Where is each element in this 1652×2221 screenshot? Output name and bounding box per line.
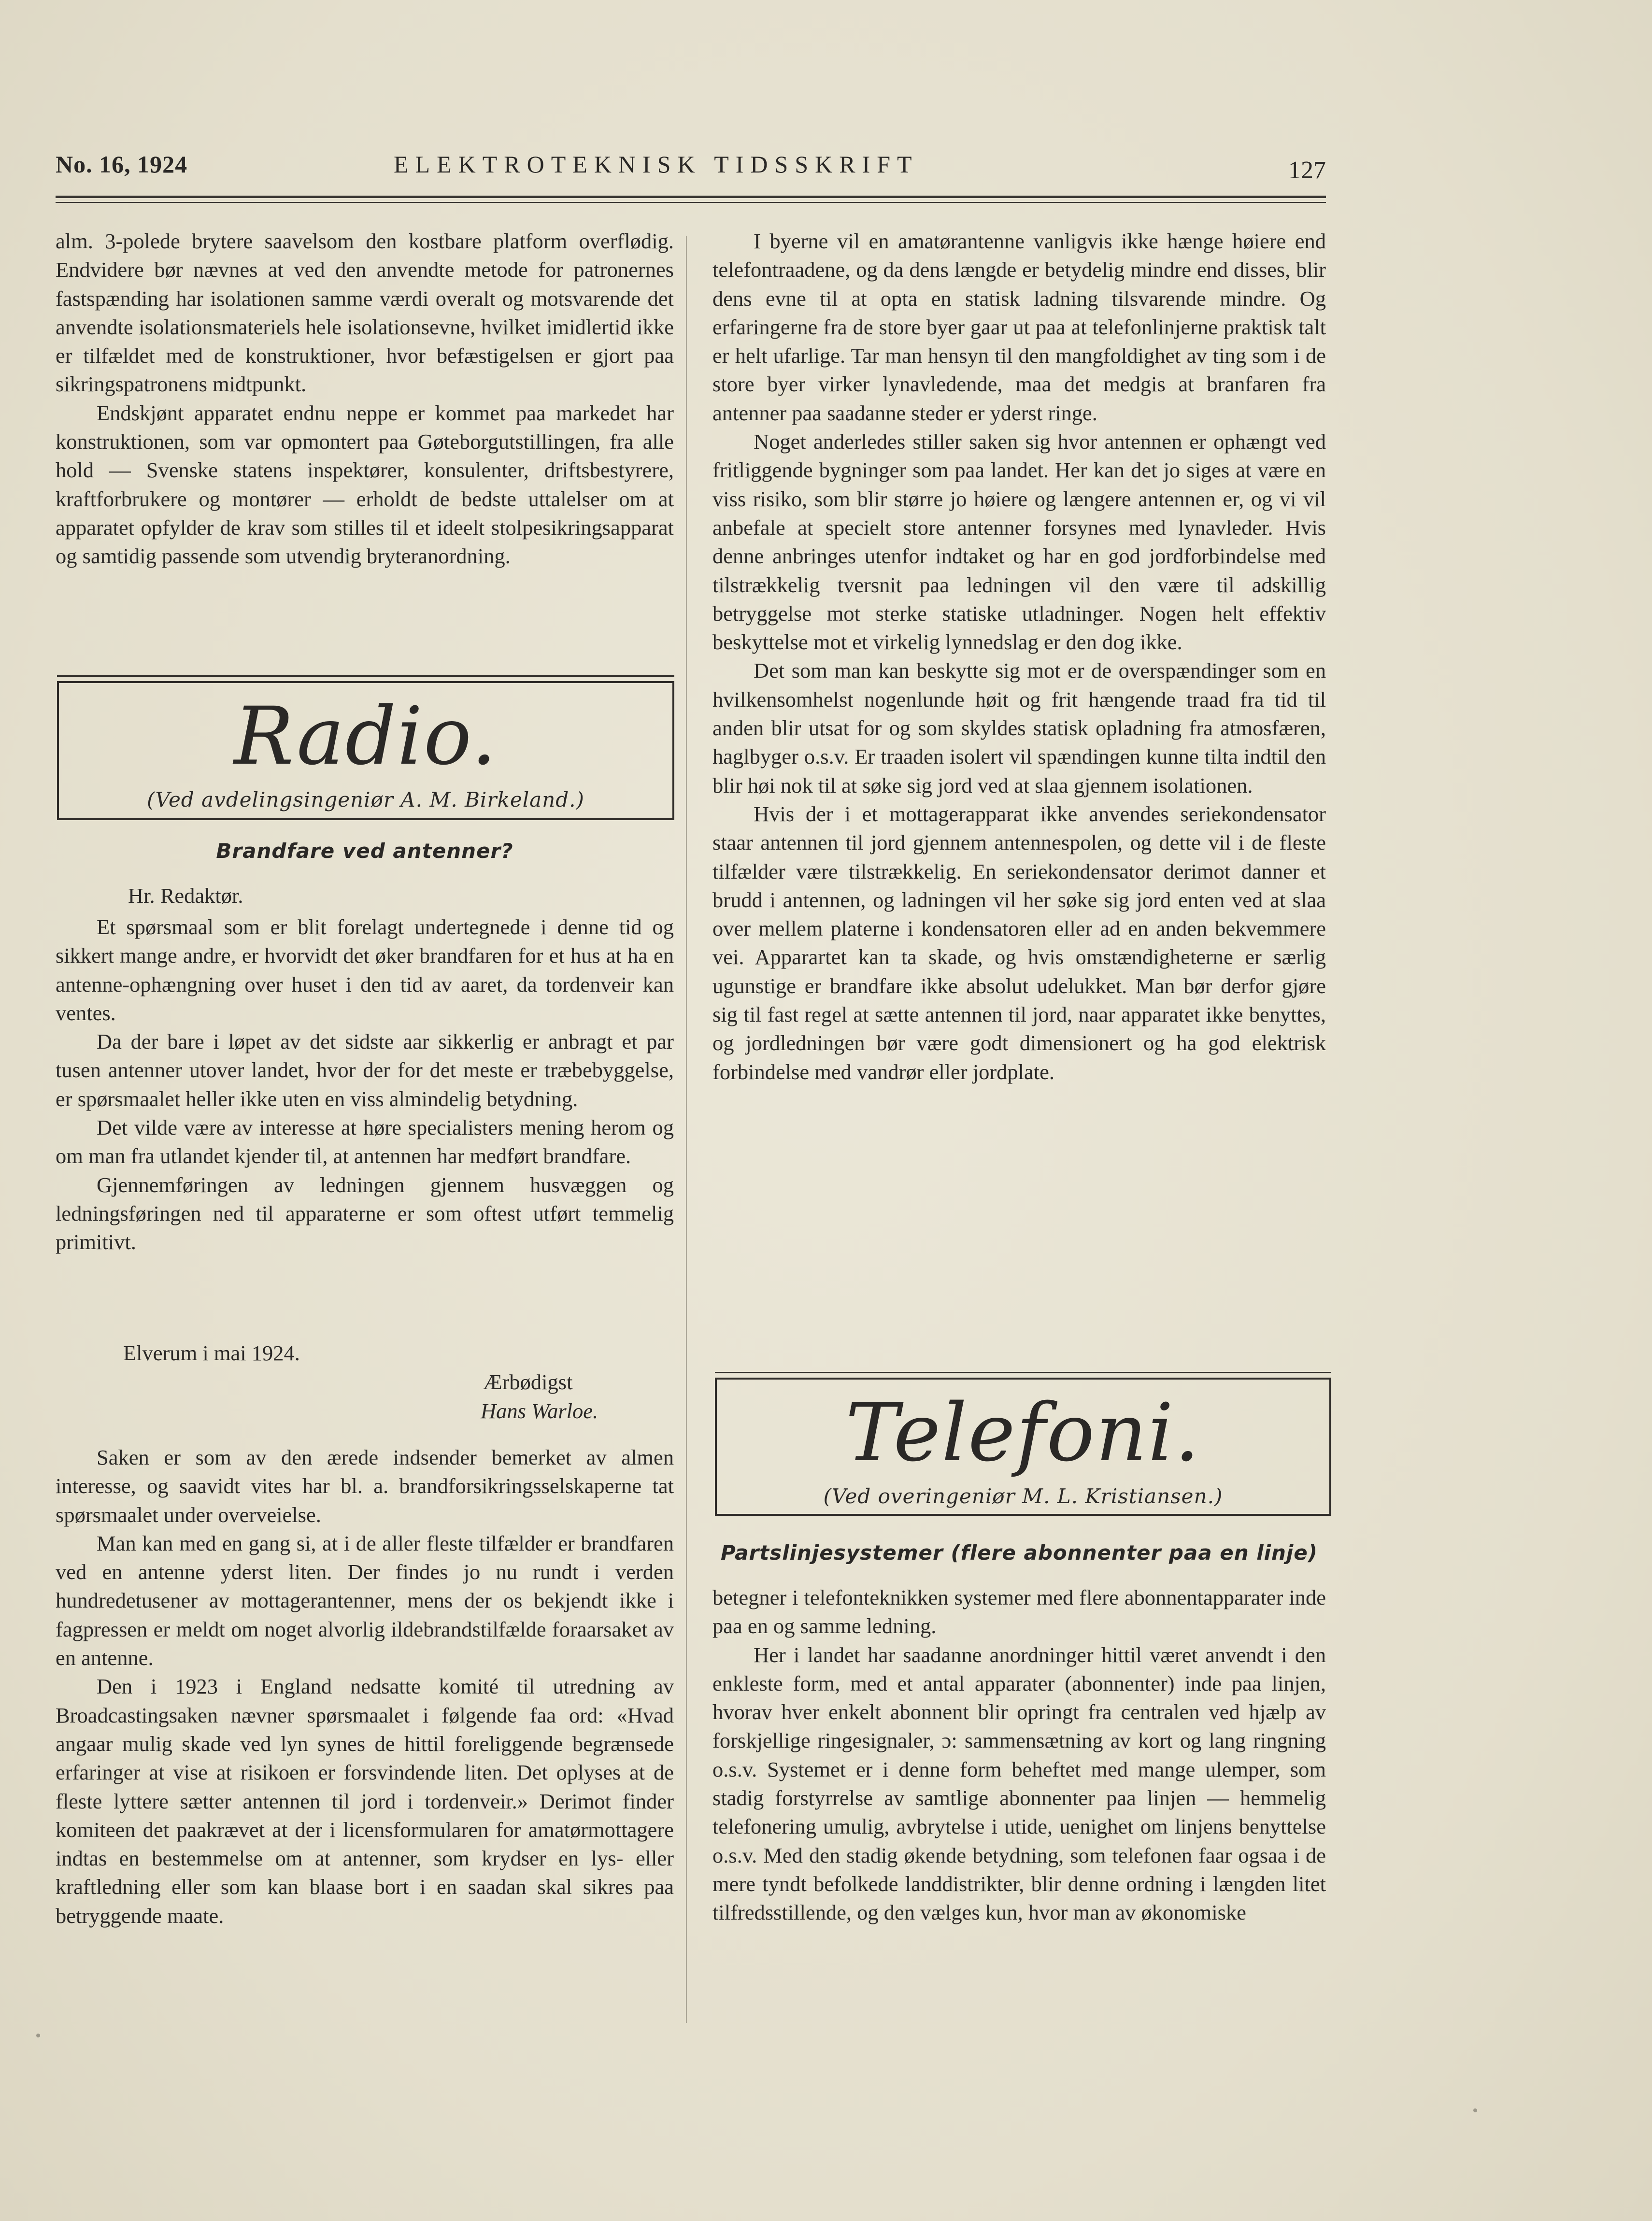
paragraph: Noget anderledes stiller saken sig hvor antennen er ophængt ved fritliggende bygninger som paa landet. Her kan det jo siges at være en viss risiko, som blir større jo høiere og længere antennen er, og vi vil anbefale at specielt store antenner forsynes med lynavleder. Hvis denne anbringes utenfor indtaket og har en god jordforbindelse med tilstrækkelig tversnit paa ledningen vil den være til adskillig betryggelse mot sterke statiske utladninger. Nogen helt effektiv beskyttelse mot et virkelig lynnedslag er den dog ikke. bbox=[712, 429, 1326, 655]
paragraph: Et spørsmaal som er blit forelagt undertegnede i denne tid og sikkert mange andre, er hvorvidt det øker brandfaren for et hus at ha en antenne-ophængning over huset i den tid av aaret, da tordenveir kan ventes. bbox=[56, 915, 674, 1025]
paragraph: alm. 3-polede brytere saavelsom den kostbare platform overflødig. Endvidere bør nævnes at ved den anvendte metode for patronernes fastspænding har isolationen samme værdi overalt og motsvarende det anvendte isolationsmateriels hele isolationsevne, hvilket imidlertid ikke er tilfældet med de konstruktioner, hvor befæstigelsen er gjort paa sikringspatronens midtpunkt. bbox=[56, 229, 674, 397]
letter-signature: Hans Warloe. bbox=[481, 1399, 598, 1423]
paper-speck bbox=[36, 2034, 40, 2037]
letter-closing: Ærbødigst bbox=[483, 1370, 573, 1394]
paragraph: Det vilde være av interesse at høre specialisters mening herom og om man fra utlandet kjender til, at antennen har medført brandfare. bbox=[56, 1115, 674, 1168]
telefoni-title: Telefoni. bbox=[845, 1386, 1201, 1479]
page-number: 127 bbox=[1288, 157, 1326, 184]
header-rule-thick bbox=[56, 196, 1326, 198]
paragraph: I byerne vil en amatørantenne vanligvis ikke hænge høiere end telefontraadene, og da dens længde er betydelig mindre end disses, blir dens evne til at opta en statisk ladning tilsvarende mindre. Og erfaringerne fra de store byer gaar ut paa at telefonlinjerne praktisk talt er helt ufarlige. Tar man hensyn til den mangfoldighet av ting som i de store byer virker lynavledende, maa det medgis at branfaren fra antenner paa saadanne steder er yderst ringe. bbox=[712, 229, 1326, 425]
radio-section-banner bbox=[57, 681, 674, 820]
telefoni-section-banner bbox=[715, 1378, 1331, 1516]
issue-label: No. 16, 1924 bbox=[56, 151, 188, 178]
paragraph: Endskjønt apparatet endnu neppe er kommet paa markedet har konstruktionen, som var opmontert paa Gøteborgutstillingen, fra alle hold — Svenske statens inspektører, konsulenter, driftsbestyrere, kraftforbrukere og montører — erholdt de bedste uttalelser om at apparatet opfylder de krav som stilles til et ideelt stolpesikringsapparat og samtidig passende som utvendig bryteranordning. bbox=[56, 400, 674, 569]
right-column-top bbox=[712, 227, 1326, 1086]
paragraph: Da der bare i løpet av det sidste aar sikkerlig er anbragt et par tusen antenner utover landet, hvor der for det meste er træbebyggelse, er spørsmaalet heller ikke uten en viss almindelig betydning. bbox=[56, 1029, 674, 1111]
page-header bbox=[56, 147, 1326, 186]
paragraph: Det som man kan beskytte sig mot er de overspændinger som en hvilkensomhelst nogenlunde høit og frit hængende traad fra tid til anden blir utsat for og som skyldes statisk opladning fra atmosfæren, haglbyger o.s.v. Er traaden isolert vil spændingen kunne tilta indtil den blir høi nok til at søke sig jord ved at slaa gjennem isolationen. bbox=[712, 658, 1326, 797]
letter-body bbox=[56, 913, 674, 1257]
letter-salutation: Hr. Redaktør. bbox=[128, 883, 243, 908]
right-column-bottom bbox=[712, 1583, 1326, 1927]
journal-title: ELEKTROTEKNISK TIDSSKRIFT bbox=[394, 151, 919, 178]
paragraph: Hvis der i et mottagerapparat ikke anvendes seriekondensator staar antennen til jord gjennem antennespolen, og dette vil i de fleste tilfælder være tilstrækkelig. En seriekondensator derimot danner et brudd i antennen, og ladningen vil her søke sig jord enten ved at slaa over mellem platerne i kondensatoren eller ad en anden bekvemmere vei. Apparartet kan ta skade, og hvis omstændigheterne er særlig ugunstige er brandfare ikke absolut udelukket. Man bør derfor gjøre sig til fast regel at sætte antennen til jord, naar apparatet ikke benyttes, og jordledningen bør være godt dimensionert og ha god elektrisk forbindelse med vandrør eller jordplate. bbox=[712, 801, 1326, 1084]
paragraph: Man kan med en gang si, at i de aller fleste tilfælder er brandfaren ved en antenne yderst liten. Der findes jo nu rundt i verden hundredetusener av mottagerantenner, mens der os bekjendt ikke i fagpressen er meldt om noget alvorlig ildebrandstilfælde foraarsaket av en antenne. bbox=[56, 1531, 674, 1670]
radio-title: Radio. bbox=[234, 690, 498, 783]
paragraph: betegner i telefonteknikken systemer med flere abonnentapparater inde paa en og samme ledning. bbox=[712, 1585, 1326, 1638]
paragraph: Her i landet har saadanne anordninger hittil været anvendt i den enkleste form, med et antal apparater (abonnenter) inde paa linjen, hvorav hver enkelt abonnent blir opringt fra centralen ved hjælp av forskjellige ringesignaler, ɔ: sammensætning av kort og lang ringning o.s.v. Systemet er i denne form beheftet med mange ulemper, som stadig forstyrrelse av samtlige abonnenter paa linjen — hemmelig telefonering umulig, avbrytelse i utide, uenighet om linjens benyttelse o.s.v. Med den stadig økende betydning, som telefonen faar ogsaa i de mere tyndt befolkede landdistrikter, blir denne ordning i længden litet tilfredsstillende, og den vælges kun, hvor man av økonomiske bbox=[712, 1642, 1326, 1925]
paragraph: Gjennemføringen av ledningen gjennem husvæggen og ledningsføringen ned til apparaterne er som oftest utført temmelig primitivt. bbox=[56, 1172, 674, 1254]
left-column-top bbox=[56, 227, 674, 571]
column-divider bbox=[686, 236, 687, 2023]
header-rule-thin bbox=[56, 202, 1326, 203]
radio-byline: (Ved avdelingsingeniør A. M. Birkeland.) bbox=[147, 788, 584, 812]
paragraph: Den i 1923 i England nedsatte komité til utredning av Broadcastingsaken nævner spørsmaalet i følgende faa ord: «Hvad angaar mulig skade ved lyn synes de hittil foreliggende begrænsede erfaringer at vise at risikoen er forsvindende liten. Det oplyses at de fleste lyttere sætter antennen til jord i tordenveir.» Derimot finder komiteen det paakrævet at der i licensformularen for amatørmottagere indtas en bestemmelse om at antenner, som krydser en lys- eller kraftledning eller som kan blaase bort i en saadan skal sikres paa betryggende maate. bbox=[56, 1674, 674, 1928]
radio-article-heading: Brandfare ved antenner? bbox=[216, 839, 513, 863]
paragraph: Saken er som av den ærede indsender bemerket av almen interesse, og saavidt vites har bl. a. brandforsikringsselskaperne tat spørsmaalet under overveielse. bbox=[56, 1445, 674, 1527]
paper-speck bbox=[1473, 2108, 1477, 2112]
telefoni-article-heading: Partslinjesystemer (flere abonnenter paa en linje) bbox=[721, 1541, 1318, 1565]
letter-place-date: Elverum i mai 1924. bbox=[123, 1341, 300, 1365]
telefoni-byline: (Ved overingeniør M. L. Kristiansen.) bbox=[823, 1484, 1223, 1508]
left-column-bottom bbox=[56, 1443, 674, 1930]
